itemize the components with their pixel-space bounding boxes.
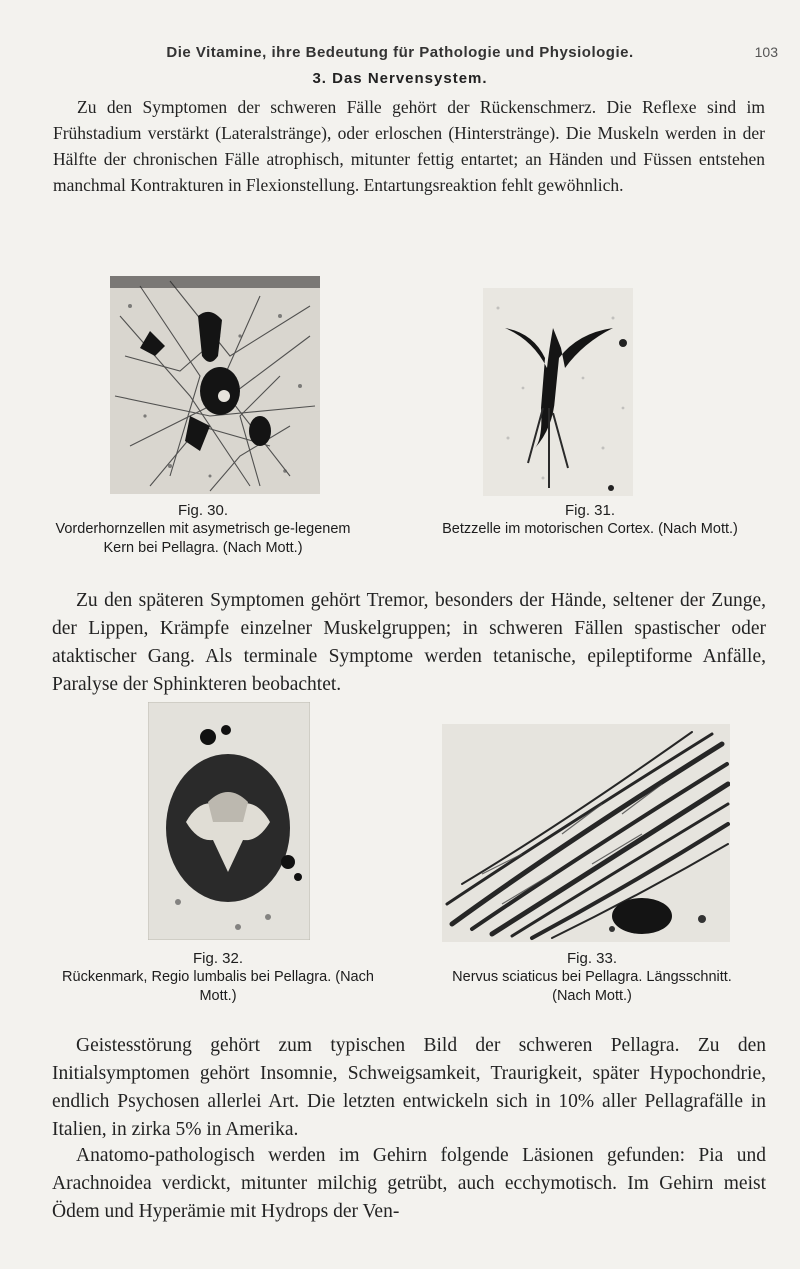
figure-30-label: Fig. 30. bbox=[177, 502, 229, 519]
figure-33-text: Nervus sciaticus bei Pellagra. Längsschnitt. (Nach Mott.) bbox=[452, 969, 732, 1004]
figure-30-text: Vorderhornzellen mit asymetrisch ge-legenem Kern bei Pellagra. (Nach Mott.) bbox=[55, 521, 351, 556]
figure-33-label: Fig. 33. bbox=[566, 950, 618, 967]
paragraph-later-symptoms: Zu den späteren Symptomen gehört Tremor, besonders der Hände, seltener der Zunge, der Lippen, Krämpfe einzelner Muskelgruppen; in schweren Fällen spastischer oder ataktischer Gang. Als terminale Symptome werden tetanische, epileptiforme Anfälle, Paralyse der Sphinkteren beobachtet. bbox=[52, 590, 766, 695]
spinal-cord-section-icon bbox=[148, 702, 310, 940]
paragraph-symptoms: Zu den Symptomen der schweren Fälle gehört der Rückenschmerz. Die Reflexe sind im Frühstadium verstärkt (Lateralstränge), oder erloschen (Hinterstränge). Die Muskeln werden in der Hälfte der chronischen Fälle atrophisch, mitunter fettig entartet; an Händen und Füssen entstehen manchmal Kontrakturen in Flexionstellung. Entartungsreaktion fehlt gewöhnlich. bbox=[53, 97, 765, 195]
running-head: Die Vitamine, ihre Bedeutung für Pathologie und Physiologie. bbox=[166, 44, 634, 61]
sciatic-nerve-section-icon bbox=[442, 724, 730, 942]
figure-30-caption bbox=[53, 501, 353, 558]
figure-30 bbox=[110, 276, 320, 494]
figure-31-label: Fig. 31. bbox=[564, 502, 616, 519]
figure-31-text: Betzzelle im motorischen Cortex. (Nach Mott.) bbox=[442, 521, 738, 537]
paragraph-pathology: Anatomo-pathologisch werden im Gehirn folgende Läsionen gefunden: Pia und Arachnoidea verdickt, mitunter milchig getrübt, auch ecchymotisch. Im Gehirn meist Ödem und Hyperämie mit Hydrops der Ven- bbox=[52, 1145, 766, 1222]
figure-32-caption bbox=[53, 949, 383, 1006]
section-title: 3. Das Nervensystem. bbox=[312, 70, 488, 87]
figure-32 bbox=[148, 702, 310, 940]
figure-33 bbox=[442, 724, 730, 942]
figure-32-text: Rückenmark, Regio lumbalis bei Pellagra. (Nach Mott.) bbox=[62, 969, 374, 1004]
betz-cell-micrograph-icon bbox=[483, 288, 633, 496]
figure-33-caption bbox=[442, 949, 742, 1006]
figure-31-caption bbox=[440, 501, 740, 539]
page-number: 103 bbox=[754, 44, 778, 60]
figure-32-label: Fig. 32. bbox=[192, 950, 244, 967]
paragraph-mental-disorder: Geistesstörung gehört zum typischen Bild der schweren Pellagra. Zu den Initialsymptomen gehört Insomnie, Schweigsamkeit, Traurigkeit, später Hypochondrie, endlich Psychosen allerlei Art. Die letzten entwickeln sich in 10% aller Pellagrafälle in Italien, in zirka 5% in Amerika. bbox=[52, 1035, 766, 1140]
neuron-micrograph-icon bbox=[110, 276, 320, 494]
figure-31 bbox=[483, 288, 633, 496]
